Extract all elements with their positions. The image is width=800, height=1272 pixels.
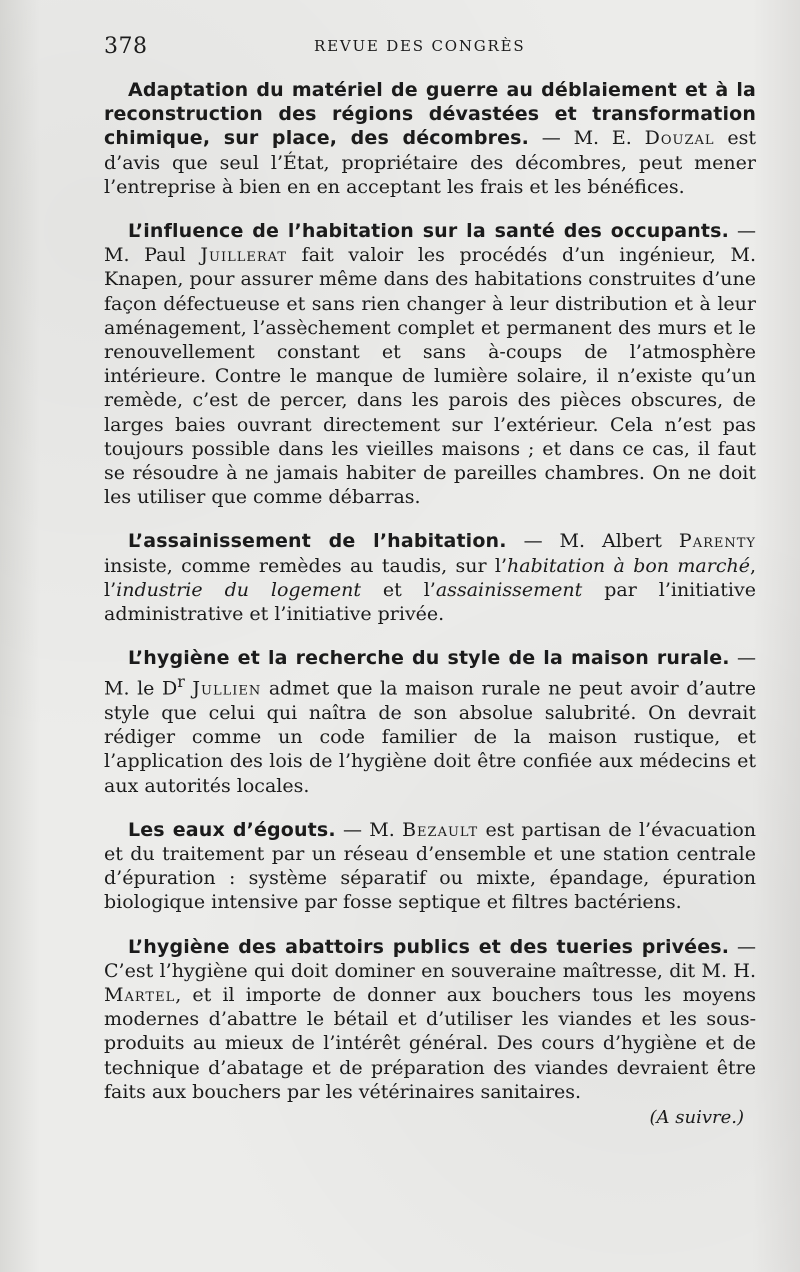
entry-sewage — [104, 818, 756, 915]
entry-text: est partisan de l’évacuation et du traitement par un réseau d’ensemble et une station centrale d’épuration : système séparatif ou mixte, épandage, épuration biologique intensive par fosse septique et filtres bactériens. — [104, 818, 756, 914]
entry-title: Adaptation du matériel de guerre au déblaiement et à la reconstruction des régions dévastées et transformation chimique, sur place, des décombres. — [104, 79, 756, 150]
entry-title: Les eaux d’égouts. — [128, 818, 336, 841]
entry-dash-prefix: — C’est l’hygiène qui doit dominer en souveraine maîtresse, dit M. H. — [104, 935, 756, 982]
entry-text: insiste, comme remèdes au taudis, sur l’ — [104, 554, 508, 577]
entry-italic-phrase: assainissement — [435, 578, 583, 601]
continuation-note: (A suivre.) — [649, 1107, 744, 1129]
entry-author: Jullien — [192, 677, 262, 700]
entry-text: admet que la maison rurale ne peut avoir d’autre style que celui qui naîtra de son absolue salubrité. On devrait rédiger comme un code familier de la maison rustique, et l’application des lois de l’hygiène doit être confiée aux médecins et aux autorités locales. — [104, 677, 756, 797]
entry-paragraph — [104, 935, 756, 1104]
page-number: 378 — [104, 34, 148, 59]
entry-text: par l’initiative administrative et l’initiative privée. — [104, 578, 756, 626]
entry-author: Bezault — [402, 818, 479, 841]
entry-housing-health — [104, 219, 756, 509]
entry-italic-phrase: habitation à bon marché — [507, 554, 750, 577]
entry-dash-prefix: — M. Albert — [506, 530, 679, 553]
entry-author: Martel — [104, 984, 176, 1007]
entry-paragraph — [104, 529, 756, 626]
entry-dash-prefix: — M. — [335, 818, 403, 841]
entry-text: fait valoir les procédés d’un ingénieur, M. Knapen, pour assurer même dans des habitations construites d’une façon défectueuse et sans rien changer à leur distribution et à leur aménagement, l’assèchement complet et permanent des murs et le renouvellement constant et sans à-coups de l’atmosphère intérieure. Contre le manque de lumière solaire, il n’existe qu’un remède, c’est de percer, dans les parois des pièces obscures, de larges baies ouvrant directement sur l’extérieur. Cela n’est pas toujours possible dans les vieilles maisons ; et dans ce cas, il faut se résoudre à ne jamais habiter de pareilles chambres. On ne doit les utiliser que comme débarras. — [104, 244, 756, 509]
entry-title: L’influence de l’habitation sur la santé des occupants. — [128, 220, 729, 243]
entry-text: , l’ — [104, 554, 756, 601]
journal-title: REVUE DES CONGRÈS — [314, 37, 526, 55]
entry-italic-phrase: industrie du logement — [116, 578, 361, 601]
entry-paragraph — [104, 78, 756, 199]
entry-title: L’hygiène des abattoirs publics et des tueries privées. — [128, 935, 730, 958]
entry-text: et l’ — [360, 578, 436, 601]
entry-housing-sanitation — [104, 529, 756, 626]
entry-paragraph — [104, 646, 756, 798]
entry-slaughterhouses — [104, 935, 756, 1131]
entry-paragraph — [104, 818, 756, 915]
entry-text: est d’avis que seul l’État, propriétaire des décombres, peut mener l’entreprise à bien en en acceptant les frais et les bénéfices. — [104, 127, 757, 198]
entry-dash-prefix: — M. E. — [528, 127, 645, 150]
entry-title: L’assainissement de l’habitation. — [128, 530, 507, 553]
entry-rural-house — [104, 646, 756, 798]
entry-title: L’hygiène et la recherche du style de la maison rurale. — [128, 647, 730, 670]
entry-paragraph — [104, 219, 756, 509]
entry-dash-prefix: — M. le D — [104, 647, 756, 700]
entry-text: , et il importe de donner aux bouchers tous les moyens modernes d’abattre le bétail et d’utiliser les viandes et les sous-produits au mieux de l’intérêt général. Des cours d’hygiène et de technique d’abatage et de préparation des viandes devraient être faits aux bouchers par les vétérinaires sanitaires. — [104, 984, 756, 1103]
doctor-superscript: r — [177, 672, 185, 692]
running-head — [104, 30, 756, 58]
article-body — [104, 78, 756, 1130]
entry-demolition-debris — [104, 78, 756, 199]
entry-author: Juillerat — [200, 244, 288, 267]
entry-dash-prefix: — M. Paul — [104, 220, 756, 267]
entry-author: Douzal — [644, 127, 715, 150]
entry-author: Parenty — [678, 530, 756, 553]
